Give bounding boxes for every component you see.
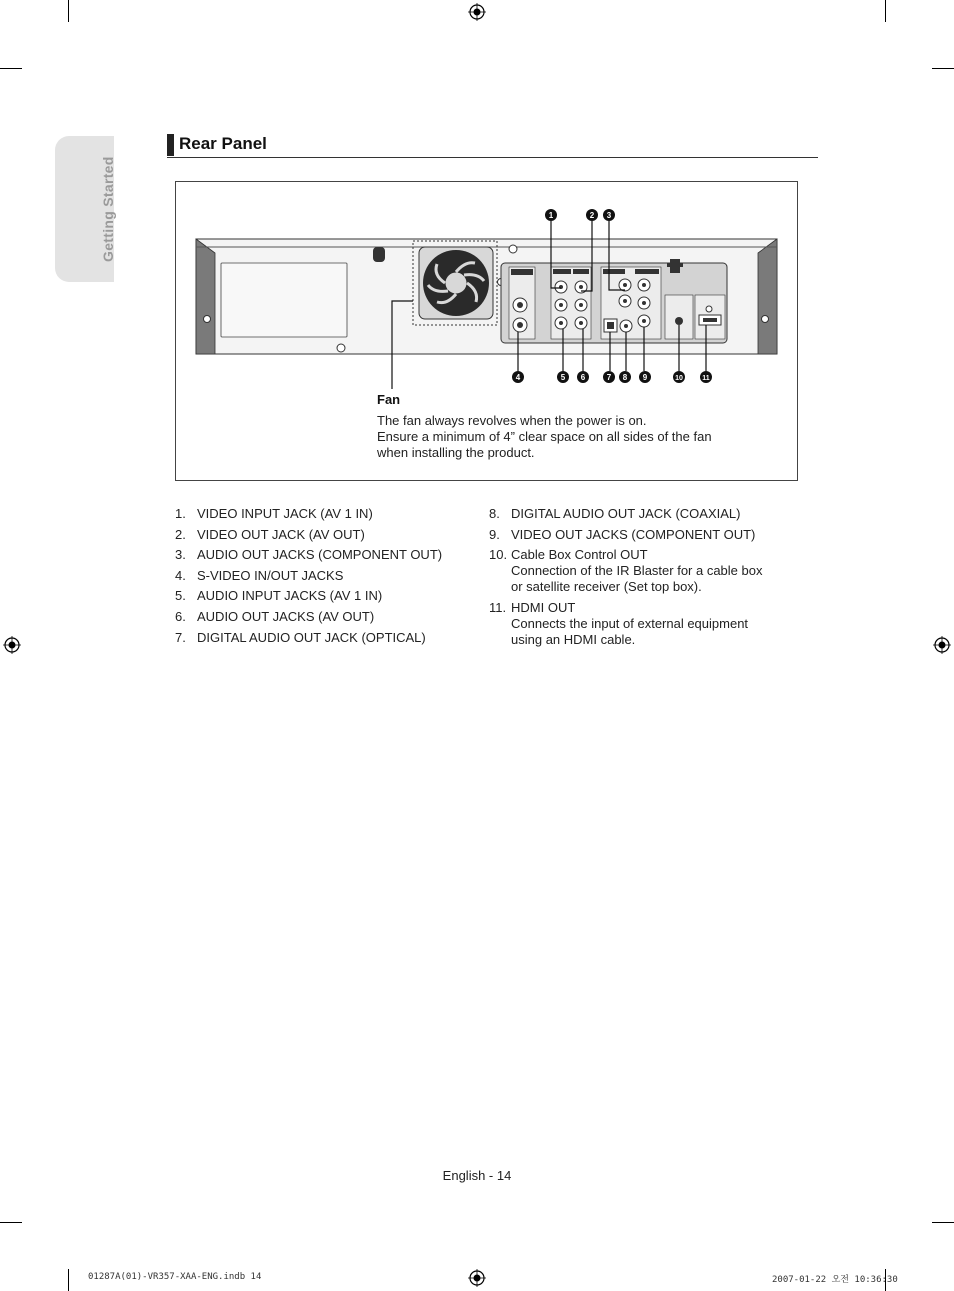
registration-mark-icon — [3, 636, 21, 654]
list-item-text: Cable Box Control OUT — [511, 547, 648, 563]
list-item-number: 5. — [175, 588, 186, 604]
callout-1-number: 1 — [548, 211, 554, 220]
list-item-detail: or satellite receiver (Set top box). — [511, 579, 702, 595]
print-slug-file: 01287A(01)-VR357-XAA-ENG.indb 14 — [88, 1272, 262, 1282]
callout-4-number: 4 — [515, 373, 521, 382]
fan-description — [377, 413, 777, 461]
callout-8-number: 8 — [622, 373, 628, 382]
list-item-text: AUDIO INPUT JACKS (AV 1 IN) — [197, 588, 383, 604]
list-item-number: 4. — [175, 567, 186, 583]
crop-mark — [68, 1269, 69, 1291]
callout-11-number: 11 — [702, 375, 710, 382]
list-item-text: VIDEO OUT JACK (AV OUT) — [197, 526, 365, 542]
section-title: Rear Panel — [179, 134, 267, 153]
list-item-number: 1. — [175, 506, 186, 521]
screw-icon — [204, 316, 211, 323]
list-item-number: 9. — [489, 526, 500, 542]
list-item-number: 7. — [175, 629, 186, 645]
list-item-number: 11. — [489, 599, 507, 615]
registration-mark-icon — [468, 1269, 486, 1287]
list-item-text: VIDEO INPUT JACK (AV 1 IN) — [197, 506, 373, 521]
list-item-text: AUDIO OUT JACKS (COMPONENT OUT) — [197, 547, 443, 563]
list-item-text: DIGITAL AUDIO OUT JACK (COAXIAL) — [511, 506, 741, 521]
list-item-number: 8. — [489, 506, 500, 521]
crop-mark — [885, 0, 886, 22]
label-plate — [221, 263, 347, 337]
list-item-detail: Connects the input of external equipment — [511, 615, 749, 631]
list-item-number: 2. — [175, 526, 186, 542]
callout-2-number: 2 — [589, 211, 595, 220]
list-item — [175, 527, 475, 543]
callout-3-number: 3 — [606, 211, 612, 220]
list-item-detail: using an HDMI cable. — [511, 631, 636, 647]
cable-box-control-jack — [675, 317, 683, 325]
power-inlet — [373, 247, 385, 262]
list-item — [489, 547, 799, 595]
chapter-side-tab-label: Getting Started — [100, 156, 116, 262]
chassis-right-flange — [758, 239, 777, 354]
list-item — [175, 630, 475, 646]
callout-6-number: 6 — [580, 373, 586, 382]
list-item-text: VIDEO OUT JACKS (COMPONENT OUT) — [511, 526, 756, 542]
registration-mark-icon — [933, 636, 951, 654]
callout-9-number: 9 — [642, 373, 648, 382]
list-item — [489, 600, 799, 648]
screw-icon — [762, 316, 769, 323]
fan-description-line: when installing the product. — [377, 445, 535, 460]
fan-label: Fan — [377, 392, 401, 407]
callout-7-number: 7 — [606, 373, 612, 382]
list-item — [175, 588, 475, 604]
callout-5-number: 5 — [560, 373, 566, 382]
chassis-left-flange — [196, 239, 215, 354]
section-marker — [167, 134, 174, 156]
crop-mark — [0, 1222, 22, 1223]
crop-mark — [0, 68, 22, 69]
fan-description-line: Ensure a minimum of 4” clear space on all sides of the fan — [377, 429, 712, 444]
list-item-text: S-VIDEO IN/OUT JACKS — [197, 567, 344, 583]
list-item-text: AUDIO OUT JACKS (AV OUT) — [197, 608, 375, 624]
list-item — [489, 527, 799, 543]
list-item — [175, 609, 475, 625]
list-item-text: DIGITAL AUDIO OUT JACK (OPTICAL) — [197, 629, 426, 645]
crop-mark — [68, 0, 69, 22]
list-item-number: 6. — [175, 608, 186, 624]
list-item — [489, 506, 799, 522]
registration-mark-icon — [468, 3, 486, 21]
list-item-detail: Connection of the IR Blaster for a cable box — [511, 563, 763, 579]
list-item-number: 10. — [489, 547, 508, 563]
callout-10-number: 10 — [675, 375, 683, 382]
jack-list-left — [175, 506, 475, 650]
list-item-number: 3. — [175, 547, 186, 563]
screw-icon — [509, 245, 517, 253]
list-item — [175, 568, 475, 584]
fan-description-line: The fan always revolves when the power is on. — [377, 413, 647, 428]
list-item-text: HDMI OUT — [511, 599, 576, 615]
list-item — [175, 506, 475, 522]
section-rule — [167, 157, 818, 158]
crop-mark — [932, 68, 954, 69]
screw-icon — [337, 344, 345, 352]
print-slug-date: 2007-01-22 오전 10:36:30 — [772, 1275, 898, 1285]
crop-mark — [932, 1222, 954, 1223]
list-item — [175, 547, 475, 563]
page-number: English - 14 — [442, 1168, 512, 1183]
jack-list-right — [489, 506, 799, 652]
